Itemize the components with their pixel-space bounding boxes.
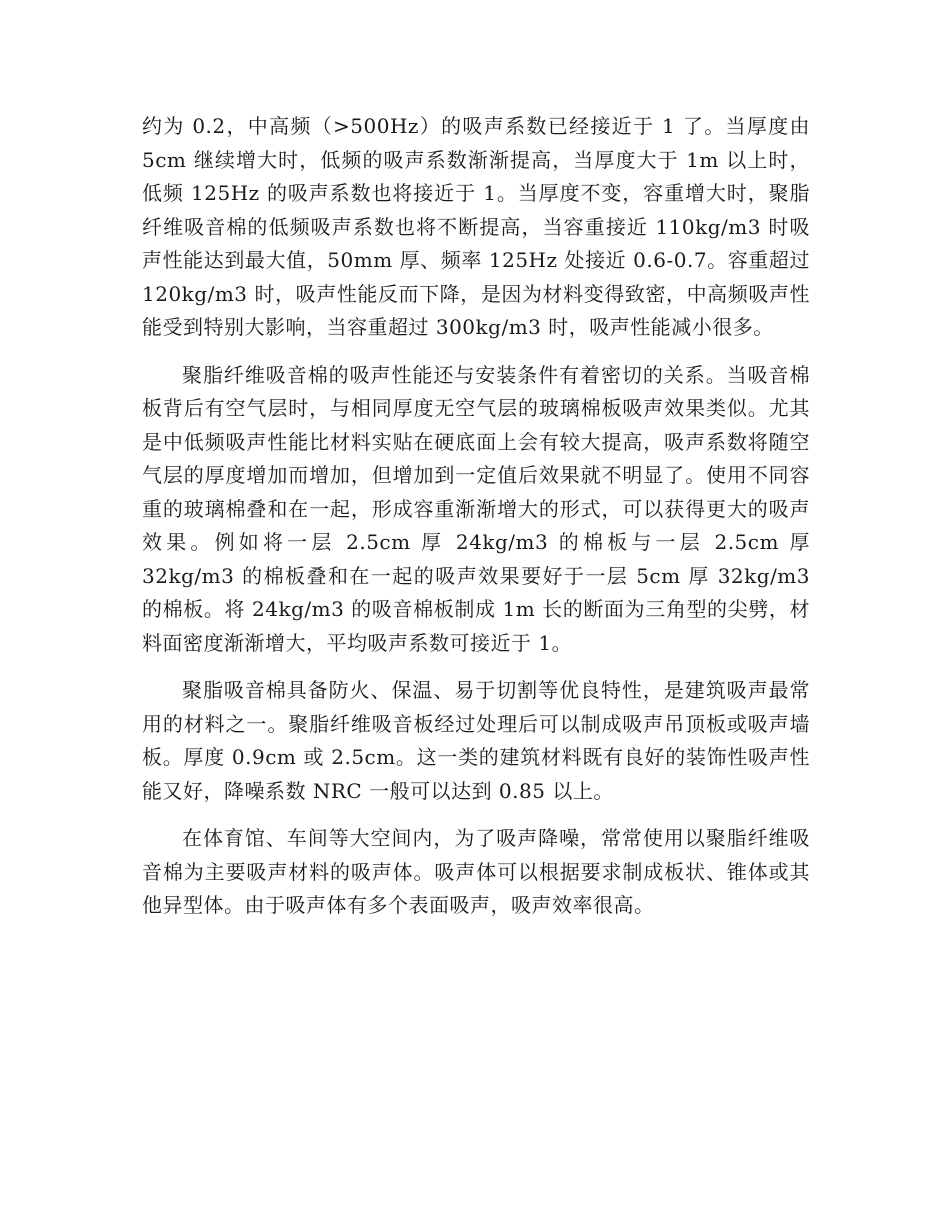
paragraph-1: 约为 0.2，中高频（>500Hz）的吸声系数已经接近于 1 了。当厚度由 5cm 继续增大时，低频的吸声系数渐渐提高，当厚度大于 1m 以上时，低频 125Hz 的吸声系数也将接近于 1。当厚度不变，容重增大时，聚脂纤维吸音棉的低频吸声系数也将不断提高，当容重接近 110kg/m3 时吸声性能达到最大值，50mm 厚、频率 125Hz 处接近 0.6-0.7。容重超过 120kg/m3 时，吸声性能反而下降，是因为材料变得致密，中高频吸声性能受到特别大影响，当容重超过 300kg/m3 时，吸声性能减小很多。 <box>142 114 810 339</box>
document-body <box>142 110 810 937</box>
paragraph-2: 聚脂纤维吸音棉的吸声性能还与安装条件有着密切的关系。当吸音棉板背后有空气层时，与相同厚度无空气层的玻璃棉板吸声效果类似。尤其是中低频吸声性能比材料实贴在硬底面上会有较大提高，吸声系数将随空气层的厚度增加而增加，但增加到一定值后效果就不明显了。使用不同容重的玻璃棉叠和在一起，形成容重渐渐增大的形式，可以获得更大的吸声效果。例如将一层 2.5cm 厚 24kg/m3 的棉板与一层 2.5cm 厚 32kg/m3 的棉板叠和在一起的吸声效果要好于一层 5cm 厚 32kg/m3 的棉板。将 24kg/m3 的吸音棉板制成 1m 长的断面为三角型的尖劈，材料面密度渐渐增大，平均吸声系数可接近于 1。 <box>142 362 810 655</box>
paragraph-3: 聚脂吸音棉具备防火、保温、易于切割等优良特性，是建筑吸声最常用的材料之一。聚脂纤维吸音板经过处理后可以制成吸声吊顶板或吸声墙板。厚度 0.9cm 或 2.5cm。这一类的建筑材料既有良好的装饰性吸声性能又好，降噪系数 NRC 一般可以达到 0.85 以上。 <box>142 678 810 803</box>
paragraph-4: 在体育馆、车间等大空间内，为了吸声降噪，常常使用以聚脂纤维吸音棉为主要吸声材料的吸声体。吸声体可以根据要求制成板状、锥体或其他异型体。由于吸声体有多个表面吸声，吸声效率很高。 <box>142 826 810 917</box>
